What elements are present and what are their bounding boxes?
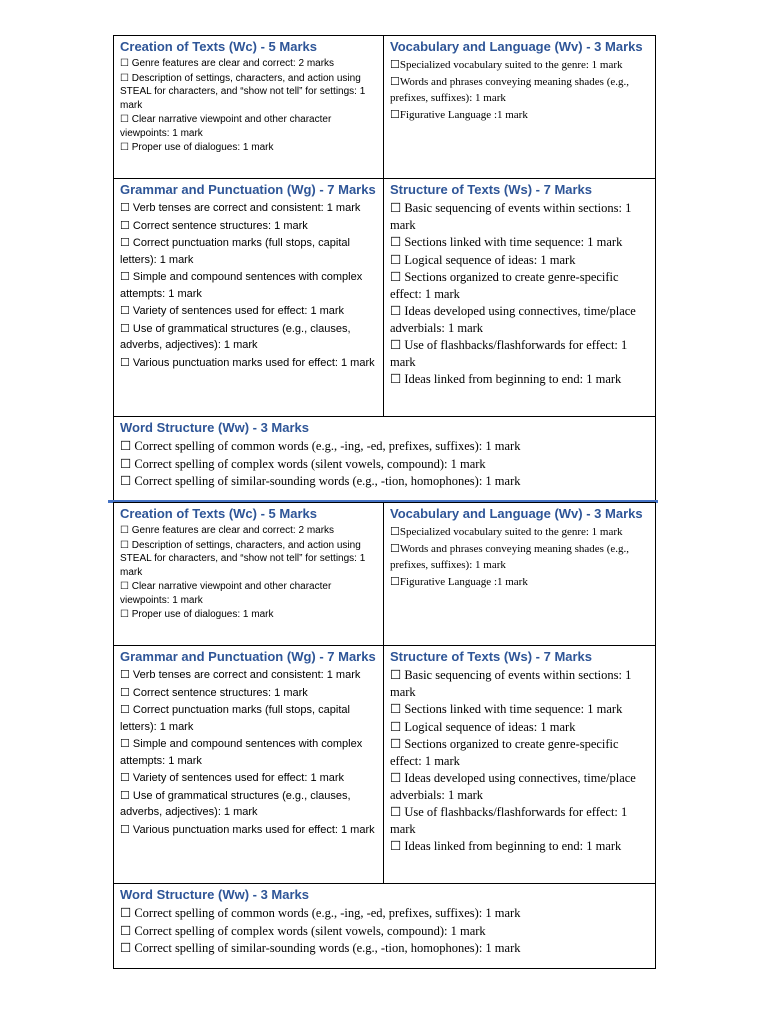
section-heading: Structure of Texts (Ws) - 7 Marks <box>390 649 593 664</box>
word-structure-section <box>114 417 655 501</box>
rubric-row-3 <box>114 884 655 968</box>
rubric-row-2 <box>114 179 655 417</box>
vocabulary-and-language-section <box>384 503 655 645</box>
criterion-item: ☐ Correct spelling of similar-sounding words (e.g., -tion, homophones): 1 mark <box>120 474 521 488</box>
criterion-item: ☐ Ideas linked from beginning to end: 1 mark <box>390 839 622 853</box>
criterion-item: ☐ Use of flashbacks/flashforwards for effect: 1 mark <box>390 805 628 836</box>
creation-of-texts-section <box>114 503 384 645</box>
criteria-list <box>390 524 650 590</box>
rubric-card-top <box>113 35 656 502</box>
criterion-item: ☐ Sections organized to create genre-specific effect: 1 mark <box>390 270 619 301</box>
criterion-item: ☐ Correct sentence structures: 1 mark <box>120 686 308 699</box>
criterion-item: ☐ Correct spelling of complex words (silent vowels, compound): 1 mark <box>120 923 486 938</box>
criterion-item: ☐ Basic sequencing of events within sections: 1 mark <box>390 668 632 699</box>
criterion-item: ☐ Correct sentence structures: 1 mark <box>120 219 308 232</box>
criterion-item: ☐ Sections organized to create genre-specific effect: 1 mark <box>390 737 619 768</box>
criterion-item: ☐ Ideas developed using connectives, time/place adverbials: 1 mark <box>390 771 636 802</box>
criterion-item: ☐ Various punctuation marks used for effect: 1 mark <box>120 823 375 836</box>
criterion-item: ☐Figurative Language :1 mark <box>390 109 528 121</box>
criterion-item: ☐Specialized vocabulary suited to the genre: 1 mark <box>390 526 623 538</box>
criterion-item: ☐ Simple and compound sentences with complex attempts: 1 mark <box>120 738 363 767</box>
structure-of-texts-section <box>384 646 655 883</box>
criterion-item: ☐Words and phrases conveying meaning shades (e.g., prefixes, suffixes): 1 mark <box>390 543 629 571</box>
criterion-item: ☐ Sections linked with time sequence: 1 mark <box>390 235 623 249</box>
section-heading: Vocabulary and Language (Wv) - 3 Marks <box>390 506 643 521</box>
vocabulary-and-language-section <box>384 36 655 178</box>
criterion-item: ☐ Genre features are clear and correct: 2 marks <box>120 58 335 69</box>
criterion-item: ☐ Description of settings, characters, and action using STEAL for characters, and “show not tell” for settings: 1 mark <box>120 539 366 578</box>
section-heading: Grammar and Punctuation (Wg) - 7 Marks <box>120 182 376 197</box>
criterion-item: ☐ Genre features are clear and correct: 2 marks <box>120 525 335 536</box>
criteria-list <box>120 667 378 838</box>
criterion-item: ☐ Verb tenses are correct and consistent: 1 mark <box>120 669 361 681</box>
criterion-item: ☐ Correct spelling of similar-sounding words (e.g., -tion, homophones): 1 mark <box>120 941 521 955</box>
structure-of-texts-section <box>384 179 655 416</box>
criterion-item: ☐ Ideas developed using connectives, time/place adverbials: 1 mark <box>390 304 636 335</box>
rubric-row-1 <box>114 503 655 646</box>
criterion-item: ☐ Simple and compound sentences with complex attempts: 1 mark <box>120 271 363 300</box>
section-heading: Grammar and Punctuation (Wg) - 7 Marks <box>120 649 376 664</box>
criterion-item: ☐ Proper use of dialogues: 1 mark <box>120 142 274 153</box>
criteria-list <box>390 57 650 123</box>
rubric-row-2 <box>114 646 655 884</box>
grammar-and-punctuation-section <box>114 179 384 416</box>
criterion-item: ☐ Correct spelling of common words (e.g., -ing, -ed, prefixes, suffixes): 1 mark <box>120 439 521 453</box>
criterion-item: ☐ Use of grammatical structures (e.g., clauses, adverbs, adjectives): 1 mark <box>120 322 351 351</box>
section-heading: Vocabulary and Language (Wv) - 3 Marks <box>390 39 643 54</box>
word-structure-section <box>114 884 655 968</box>
section-heading: Word Structure (Ww) - 3 Marks <box>120 887 310 902</box>
criteria-list <box>390 200 650 388</box>
criteria-list <box>120 438 650 490</box>
section-heading: Word Structure (Ww) - 3 Marks <box>120 420 310 435</box>
criterion-item: ☐ Correct punctuation marks (full stops, capital letters): 1 mark <box>120 704 350 733</box>
criterion-item: ☐ Ideas linked from beginning to end: 1 mark <box>390 372 622 386</box>
criterion-item: ☐ Variety of sentences used for effect: 1 mark <box>120 305 345 317</box>
criterion-item: ☐ Use of grammatical structures (e.g., clauses, adverbs, adjectives): 1 mark <box>120 789 351 818</box>
rubric-row-3 <box>114 417 655 501</box>
criterion-item: ☐ Verb tenses are correct and consistent: 1 mark <box>120 202 361 214</box>
criterion-item: ☐ Logical sequence of ideas: 1 mark <box>390 719 576 734</box>
criteria-list <box>120 905 650 957</box>
grammar-and-punctuation-section <box>114 646 384 883</box>
criterion-item: ☐ Various punctuation marks used for effect: 1 mark <box>120 356 375 369</box>
criterion-item: ☐ Correct punctuation marks (full stops, capital letters): 1 mark <box>120 237 350 266</box>
criterion-item: ☐ Basic sequencing of events within sections: 1 mark <box>390 201 632 232</box>
criterion-item: ☐ Correct spelling of complex words (silent vowels, compound): 1 mark <box>120 456 486 471</box>
section-heading: Creation of Texts (Wc) - 5 Marks <box>120 39 317 54</box>
criterion-item: ☐Words and phrases conveying meaning shades (e.g., prefixes, suffixes): 1 mark <box>390 76 629 104</box>
criterion-item: ☐ Clear narrative viewpoint and other character viewpoints: 1 mark <box>120 114 332 139</box>
section-heading: Structure of Texts (Ws) - 7 Marks <box>390 182 593 197</box>
criterion-item: ☐ Use of flashbacks/flashforwards for effect: 1 mark <box>390 338 628 369</box>
criterion-item: ☐ Variety of sentences used for effect: 1 mark <box>120 772 345 784</box>
criterion-item: ☐ Sections linked with time sequence: 1 mark <box>390 702 623 716</box>
creation-of-texts-section <box>114 36 384 178</box>
criterion-item: ☐ Proper use of dialogues: 1 mark <box>120 609 274 620</box>
criterion-item: ☐ Clear narrative viewpoint and other character viewpoints: 1 mark <box>120 581 332 606</box>
criterion-item: ☐ Logical sequence of ideas: 1 mark <box>390 252 576 267</box>
section-heading: Creation of Texts (Wc) - 5 Marks <box>120 506 317 521</box>
criterion-item: ☐Figurative Language :1 mark <box>390 576 528 588</box>
rubric-row-1 <box>114 36 655 179</box>
criteria-list <box>120 200 378 371</box>
criterion-item: ☐Specialized vocabulary suited to the genre: 1 mark <box>390 59 623 71</box>
criterion-item: ☐ Description of settings, characters, and action using STEAL for characters, and “show not tell” for settings: 1 mark <box>120 72 366 111</box>
rubric-card-bottom <box>113 502 656 969</box>
criterion-item: ☐ Correct spelling of common words (e.g., -ing, -ed, prefixes, suffixes): 1 mark <box>120 906 521 920</box>
criteria-list <box>120 57 378 155</box>
criteria-list <box>120 524 378 622</box>
criteria-list <box>390 667 650 855</box>
